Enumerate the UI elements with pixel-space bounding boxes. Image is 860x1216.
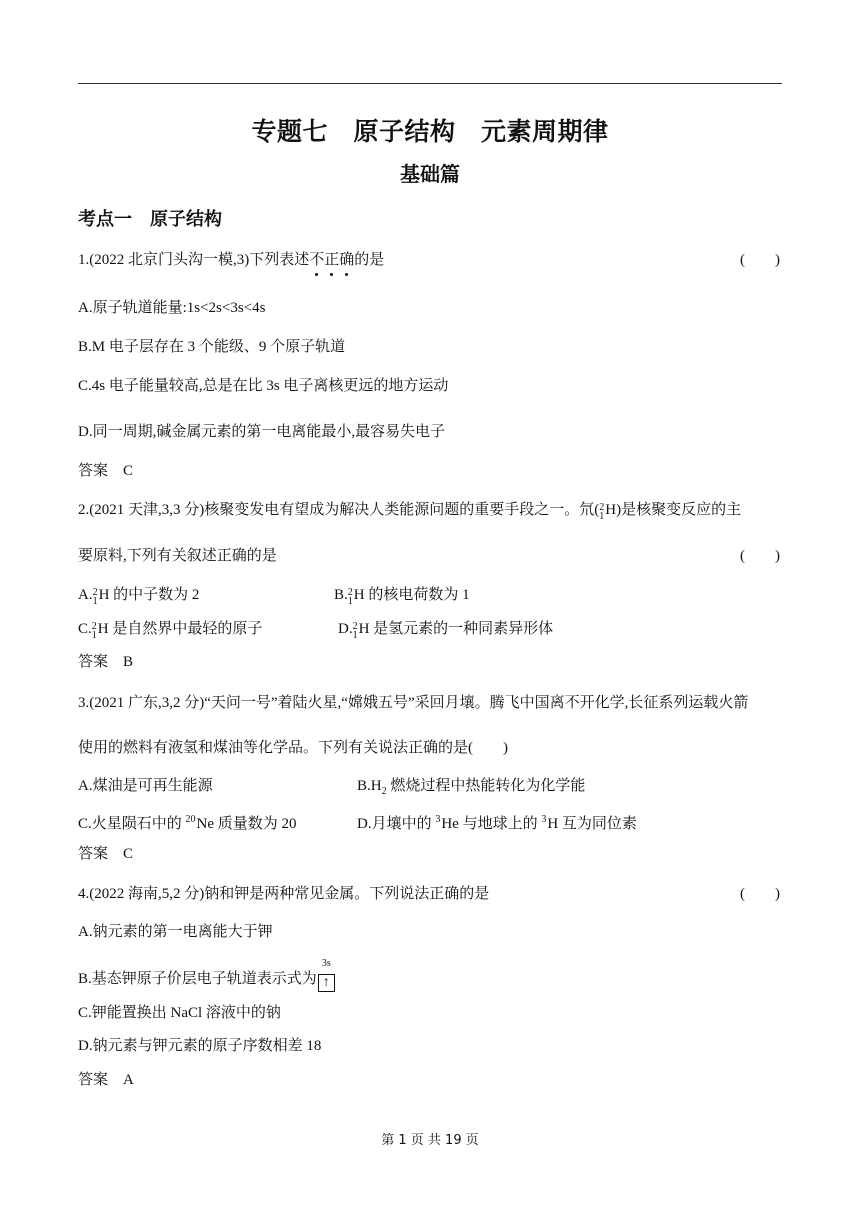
orbital-box bbox=[318, 958, 335, 992]
q2-option-a: A. 2 1 H 的中子数为 2 bbox=[78, 587, 200, 607]
nuclide-notation: 2 1 bbox=[599, 502, 605, 522]
page-footer: 第 1 页 共 19 页 bbox=[381, 1133, 479, 1148]
q3-option-a: A.煤油是可再生能源 bbox=[78, 778, 213, 794]
q2-stem-line1: 2.(2021 天津,3,3 分)核聚变发电有望成为解决人类能源问题的重要手段之一。氘( 2 1 H)是核聚变反应的主 bbox=[78, 502, 742, 522]
q1-option-d: D.同一周期,碱金属元素的第一电离能最小,最容易失电子 bbox=[78, 424, 446, 440]
q2-answer-paren: ( ) bbox=[740, 548, 780, 564]
up-arrow-icon: ↑ bbox=[322, 975, 330, 990]
q2-answer: 答案 B bbox=[78, 654, 134, 670]
q2-stem-line2: 要原料,下列有关叙述正确的是 bbox=[78, 548, 277, 564]
q4-answer: 答案 A bbox=[78, 1072, 134, 1088]
q3-option-d: D.月壤中的 $^3$He 与地球上的 $^3$H 互为同位素 bbox=[357, 814, 637, 832]
q4-option-b: B.基态钾原子价层电子轨道表示式为 3s ↑ bbox=[78, 969, 335, 992]
q1-option-a: A.原子轨道能量:1s<2s<3s<4s bbox=[78, 300, 266, 316]
q4-stem: 4.(2022 海南,5,2 分)钠和钾是两种常见金属。下列说法正确的是 bbox=[78, 886, 490, 902]
q3-stem-line1: 3.(2021 广东,3,2 分)“天问一号”着陆火星,“嫦娥五号”采回月壤。腾飞中国离不开化学,长征系列运载火箭 bbox=[78, 695, 749, 711]
q1-option-c: C.4s 电子能量较高,总是在比 3s 电子离核更远的地方运动 bbox=[78, 378, 449, 394]
q2-option-c: C. 2 1 H 是自然界中最轻的原子 bbox=[78, 621, 263, 641]
orbital-label: 3s bbox=[321, 958, 331, 969]
q2-option-d: D. 2 1 H 是氢元素的一种同素异形体 bbox=[338, 621, 554, 641]
q1-answer-paren: ( ) bbox=[740, 252, 780, 268]
q2-option-b: B. 2 1 H 的核电荷数为 1 bbox=[334, 587, 470, 607]
q1-answer: 答案 C bbox=[78, 463, 134, 479]
section-heading: 考点一 原子结构 bbox=[78, 209, 222, 230]
page-title: 专题七 原子结构 元素周期律 bbox=[251, 117, 609, 146]
q4-option-d: D.钠元素与钾元素的原子序数相差 18 bbox=[78, 1038, 322, 1054]
page-subtitle: 基础篇 bbox=[400, 162, 460, 186]
q1-stem: 1.(2022 北京门头沟一模,3)下列表述不正确的是 bbox=[78, 252, 385, 268]
q1-option-b: B.M 电子层存在 3 个能级、9 个原子轨道 bbox=[78, 339, 346, 355]
q4-option-a: A.钠元素的第一电离能大于钾 bbox=[78, 924, 273, 940]
emphasis-dot-char: 不 bbox=[309, 252, 325, 268]
emphasis-dot-char: 确 bbox=[339, 252, 355, 268]
header-rule bbox=[78, 83, 782, 84]
emphasis-dot-char: 正 bbox=[324, 252, 340, 268]
q4-answer-paren: ( ) bbox=[740, 886, 780, 902]
q3-answer: 答案 C bbox=[78, 846, 134, 862]
q3-option-b: $B.H_2$ 燃烧过程中热能转化为化学能 bbox=[357, 778, 586, 797]
q3-stem-line2: 使用的燃料有液氢和煤油等化学品。下列有关说法正确的是( ) bbox=[78, 740, 508, 756]
q3-option-c: C.火星陨石中的 $^{20}$Ne 质量数为 20 bbox=[78, 814, 297, 832]
q4-option-c: C.钾能置换出 NaCl 溶液中的钠 bbox=[78, 1005, 281, 1021]
